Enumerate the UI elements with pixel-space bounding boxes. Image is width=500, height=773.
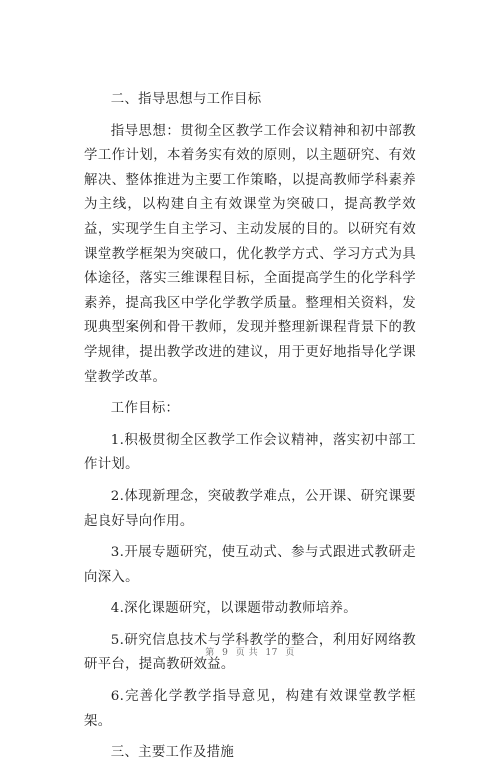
goal-item-2: 2.体现新理念，突破教学难点，公开课、研究课要起良好导向作用。 xyxy=(84,488,416,529)
footer-suffix: 页 xyxy=(285,648,295,658)
goal-item-1: 1.积极贯彻全区教学工作会议精神，落实初中部工作计划。 xyxy=(84,432,416,473)
goal-item-5: 5.研究信息技术与学科教学的整合，利用好网络教研平台，提高教研效益。 xyxy=(84,632,416,673)
document-body xyxy=(84,88,416,773)
section-heading-2: 二、指导思想与工作目标 xyxy=(110,92,262,107)
footer-middle: 页 共 xyxy=(235,648,259,658)
work-goals-label: 工作目标： xyxy=(110,401,180,417)
goal-item-3: 3.开展专题研究，使互动式、参与式跟进式教研走向深入。 xyxy=(84,545,416,585)
goal-item-4: 4.深化课题研究，以课题带动教师培养。 xyxy=(110,601,357,617)
footer-total-pages: 17 xyxy=(265,648,278,658)
footer-prefix: 第 xyxy=(205,648,215,658)
footer-page-number: 9 xyxy=(222,648,229,658)
page-footer xyxy=(0,645,500,658)
section-heading-3: 三、主要工作及措施 xyxy=(110,745,235,761)
guiding-ideology-paragraph: 指导思想：贯彻全区教学工作会议精神和初中部教学工作计划，本着务实有效的原则，以主题研究、有效解决、整体推进为主要工作策略，以提高教师学科素养为主线，以构建自主有效课堂为突破口，提高教学效益，实现学生自主学习、主动发展的目的。以研究有效课堂教学框架为突破口，优化教学方式、学习方式为具体途径，落实三维课程目标，全面提高学生的化学科学素养，提高我区中学化学教学质量。整理相关资料，发现典型案例和骨干教师，发现并整理新课程背景下的教学规律，提出教学改进的建议，用于更好地指导化学课堂教学改革。 xyxy=(84,123,416,385)
goal-item-6: 6.完善化学教学指导意见，构建有效课堂教学框架。 xyxy=(84,689,416,729)
